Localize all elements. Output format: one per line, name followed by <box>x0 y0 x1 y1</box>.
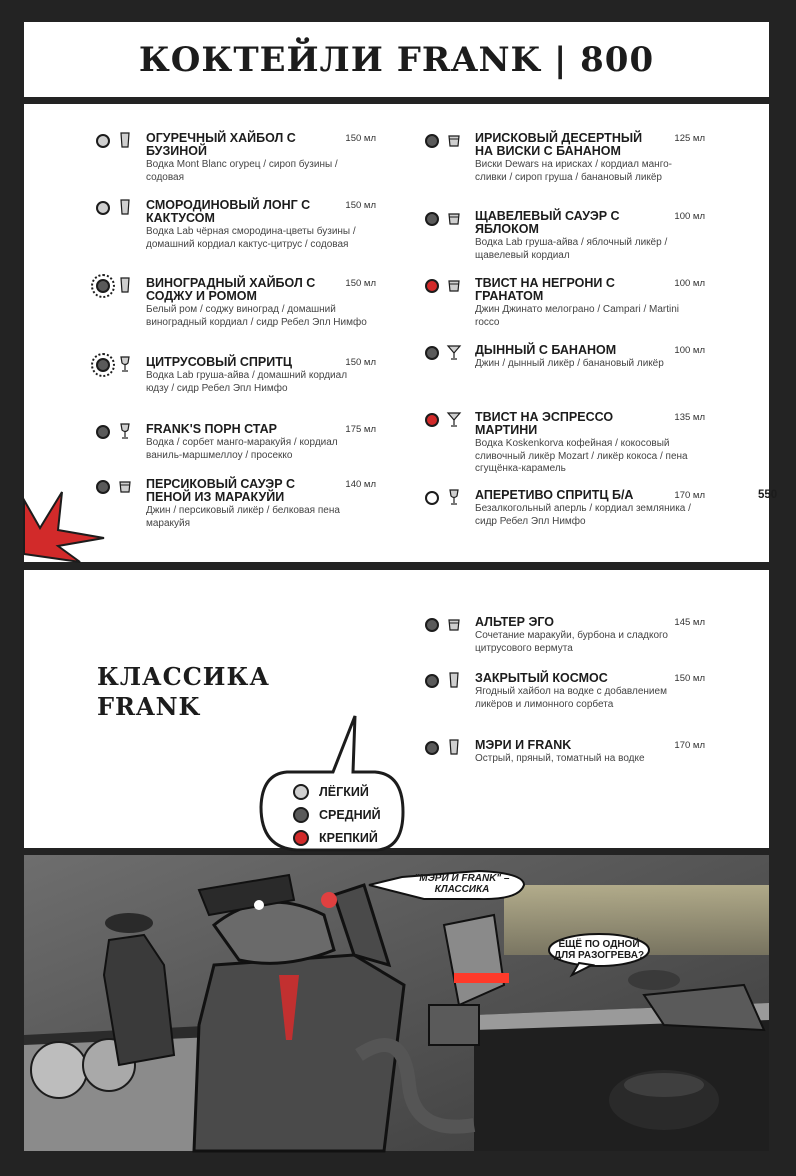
cocktail-item <box>146 423 446 462</box>
cocktail-description: Водка Lab груша-айва / домашний кордиал юдзу / сидр Ребел Эпл Нимфо <box>146 370 348 394</box>
cocktail-name: МЭРИ И FRANK <box>475 738 572 752</box>
rocks-glass-icon <box>447 277 461 293</box>
legend-row-medium <box>293 807 381 823</box>
cocktail-volume: 100 мл <box>674 211 705 222</box>
cocktail-item <box>475 344 775 371</box>
highball-glass-icon <box>447 672 461 688</box>
cocktail-description: Виски Dewars на ирисках / кордиал манго-сливки / сироп груша / банановый ликёр <box>475 159 673 183</box>
cocktail-item <box>146 132 446 184</box>
cocktail-item <box>475 739 775 766</box>
cocktail-item <box>475 411 775 476</box>
classics-title-line1: КЛАССИКА <box>97 662 270 691</box>
cocktail-volume: 170 мл <box>674 740 705 751</box>
cocktail-name: ЦИТРУСОВЫЙ СПРИТЦ <box>146 355 292 369</box>
cocktail-volume: 150 мл <box>345 200 376 211</box>
cocktail-name: ЗАКРЫТЫЙ КОСМОС <box>475 671 608 685</box>
strong-strength-dot-icon <box>425 413 439 427</box>
light-strength-dot-icon <box>96 134 110 148</box>
comic-illustration <box>24 855 769 1151</box>
comic-scene-image <box>24 855 769 1151</box>
cocktail-volume: 135 мл <box>674 412 705 423</box>
starburst-decoration <box>0 490 110 570</box>
highball-glass-icon <box>118 277 132 293</box>
cocktail-description: Белый ром / соджу виноград / домашний виноградный кордиал / сидр Ребел Эпл Нимфо <box>146 304 367 328</box>
cocktail-price: 550 <box>758 489 778 501</box>
medium-dot-icon <box>293 807 309 823</box>
cocktail-name: АЛЬТЕР ЭГО <box>475 615 554 629</box>
cocktail-item <box>475 277 775 329</box>
cocktail-item <box>475 488 778 528</box>
comic-bubble-2 <box>551 939 647 961</box>
cocktail-volume: 150 мл <box>345 278 376 289</box>
highball-glass-icon <box>118 199 132 215</box>
martini-glass-icon <box>447 411 461 427</box>
wine-glass-icon <box>447 489 461 505</box>
cocktail-item <box>475 210 775 262</box>
cocktail-volume: 145 мл <box>674 617 705 628</box>
legend-row-light <box>293 784 369 800</box>
medium-strength-dot-icon <box>425 741 439 755</box>
comic-bubble-2-line1: ЕЩЁ ПО ОДНОЙ <box>558 939 640 950</box>
cocktail-item <box>146 478 446 530</box>
cocktail-name: ВИНОГРАДНЫЙ ХАЙБОЛ С СОДЖУ И РОМОМ <box>146 276 316 303</box>
legend-medium-label: СРЕДНИЙ <box>319 808 381 822</box>
cocktail-name: FRANK'S ПОРН СТАР <box>146 422 277 436</box>
cocktail-name: ТВИСТ НА ЭСПРЕССО МАРТИНИ <box>475 410 614 437</box>
cocktail-name: АПЕРЕТИВО СПРИТЦ Б/А <box>475 488 634 502</box>
none-strength-dot-icon <box>425 491 439 505</box>
cocktail-description: Джин / дынный ликёр / банановый ликёр <box>475 358 664 369</box>
martini-glass-icon <box>447 344 461 360</box>
cocktail-volume: 100 мл <box>674 345 705 356</box>
cocktail-menu-panel <box>24 104 778 562</box>
cocktail-volume: 150 мл <box>345 133 376 144</box>
cocktail-volume: 150 мл <box>674 673 705 684</box>
cocktail-name: ОГУРЕЧНЫЙ ХАЙБОЛ С БУЗИНОЙ <box>146 131 296 158</box>
cocktail-description: Джин Джинато мелограно / Campari / Martini rocco <box>475 304 679 328</box>
cocktail-description: Водка Mont Blanc огурец / сироп бузины / содовая <box>146 159 338 183</box>
comic-bubble-1-line2: КЛАССИКА <box>434 884 490 895</box>
legend-light-label: ЛЁГКИЙ <box>319 785 369 799</box>
cocktail-description: Безалкогольный аперль / кордиал земляника /сидр Ребел Эпл Нимфо <box>475 503 691 527</box>
cocktail-name: ИРИСКОВЫЙ ДЕСЕРТНЫЙ НА ВИСКИ С БАНАНОМ <box>475 131 643 158</box>
rocks-glass-icon <box>118 478 132 494</box>
cocktail-volume: 140 мл <box>345 479 376 490</box>
rocks-glass-icon <box>447 210 461 226</box>
light-strength-dot-icon <box>96 201 110 215</box>
medium-strength-dot-icon <box>425 134 439 148</box>
medium-strength-dot-icon <box>96 425 110 439</box>
menu-title: КОКТЕЙЛИ FRANK | 800 <box>138 39 655 80</box>
cocktail-item <box>146 199 446 251</box>
medium-strength-dot-icon <box>425 212 439 226</box>
classics-title <box>97 662 270 722</box>
cocktail-description: Ягодный хайбол на водке с добавлением ликёров и лимонного сорбета <box>475 686 667 710</box>
cocktail-description: Джин / персиковый ликёр / белковая пена маракуйя <box>146 505 340 529</box>
cocktail-volume: 175 мл <box>345 424 376 435</box>
medium-strength-dot-icon <box>425 674 439 688</box>
cocktail-name: ДЫННЫЙ С БАНАНОМ <box>475 343 617 357</box>
cocktail-volume: 125 мл <box>674 133 705 144</box>
highball-glass-icon <box>447 739 461 755</box>
highball-glass-icon <box>118 132 132 148</box>
strength-legend <box>257 712 407 854</box>
cocktail-item <box>146 356 446 395</box>
cocktail-description: Водка Lab чёрная смородина-цветы бузины / домашний кордиал кактус-цитрус / содовая <box>146 226 356 250</box>
comic-bubble-2-line2: ДЛЯ РАЗОГРЕВА? <box>553 950 645 961</box>
legend-row-strong <box>293 830 378 846</box>
comic-bubble-1 <box>408 873 516 895</box>
classics-title-line2: FRANK <box>97 692 201 721</box>
cocktail-description: Водка Lab груша-айва / яблочный ликёр / щавелевый кордиал <box>475 237 668 261</box>
cocktail-name: ПЕРСИКОВЫЙ САУЭР С ПЕНОЙ ИЗ МАРАКУЙИ <box>146 477 296 504</box>
cocktail-volume: 150 мл <box>345 357 376 368</box>
cocktail-item <box>146 277 446 329</box>
medium-strength-dot-icon <box>425 346 439 360</box>
cocktail-volume: 170 мл <box>674 490 705 501</box>
cocktail-volume: 100 мл <box>674 278 705 289</box>
cocktail-name: ЩАВЕЛЕВЫЙ САУЭР С ЯБЛОКОМ <box>475 209 620 236</box>
strong-dot-icon <box>293 830 309 846</box>
medium-strength-dot-icon <box>96 279 110 293</box>
strong-strength-dot-icon <box>425 279 439 293</box>
cocktail-name: ТВИСТ НА НЕГРОНИ С ГРАНАТОМ <box>475 276 615 303</box>
light-dot-icon <box>293 784 309 800</box>
medium-strength-dot-icon <box>96 358 110 372</box>
wine-glass-icon <box>118 356 132 372</box>
legend-strong-label: КРЕПКИЙ <box>319 831 378 845</box>
rocks-glass-icon <box>447 132 461 148</box>
wine-glass-icon <box>118 423 132 439</box>
cocktail-name: СМОРОДИНОВЫЙ ЛОНГ С КАКТУСОМ <box>146 198 311 225</box>
cocktail-description: Сочетание маракуйи, бурбона и сладкого цитрусового вермута <box>475 630 668 654</box>
cocktail-description: Водка / сорбет манго-маракуйя / кордиал ваниль-маршмеллоу / просекко <box>146 437 338 461</box>
cocktail-item <box>475 616 775 655</box>
cocktail-item <box>475 672 775 711</box>
title-panel <box>24 22 769 97</box>
cocktail-item <box>475 132 775 184</box>
cocktail-description: Водка Koskenkorva кофейная / кокосовый сливочный ликёр Mozart / ликёр кокоса / пена сгущёнка-карамель <box>475 438 688 474</box>
rocks-glass-icon <box>447 616 461 632</box>
cocktail-description: Острый, пряный, томатный на водке <box>475 753 645 764</box>
medium-strength-dot-icon <box>425 618 439 632</box>
comic-bubble-1-line1: "МЭРИ И FRANK" – <box>414 873 510 884</box>
